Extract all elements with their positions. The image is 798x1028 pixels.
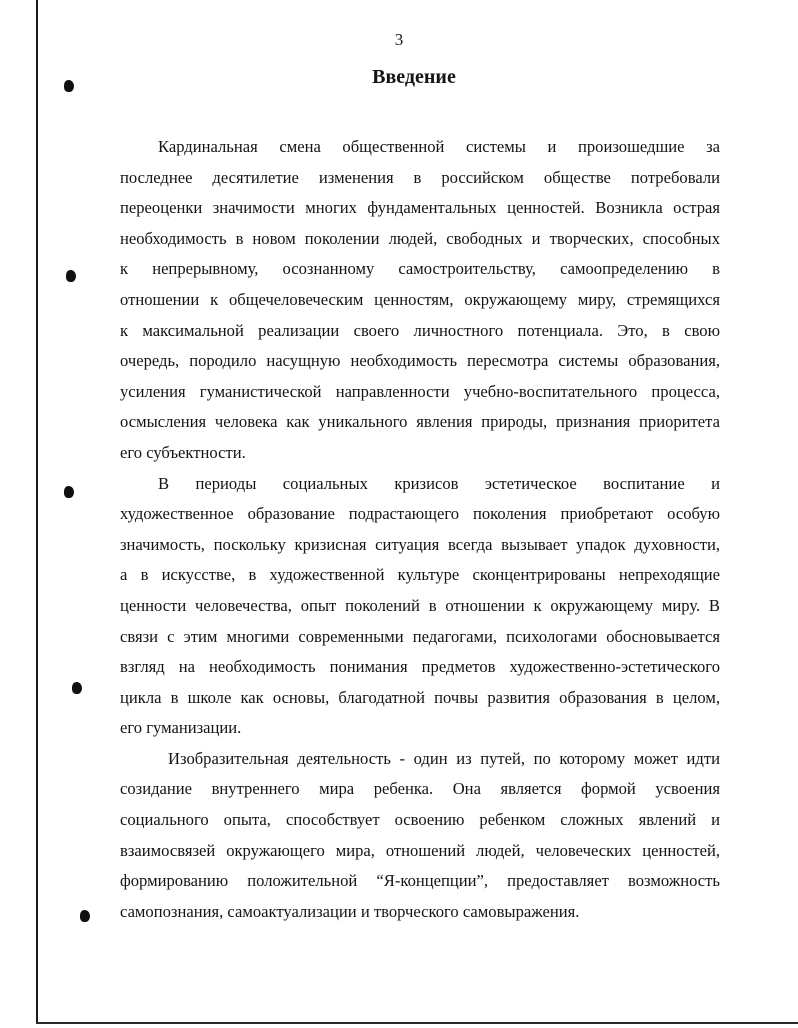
text-line: социального опыта, способствует освоению ребенком сложных явлений и <box>120 810 720 830</box>
text-line: усиления гуманистической направленности учебно-воспитательного процесса, <box>120 381 720 401</box>
paragraph-2 <box>120 469 720 744</box>
text-line: отношении к общечеловеческим ценностям, окружающему миру, стремящихся <box>120 289 720 309</box>
scan-bottom-edge <box>36 1022 798 1024</box>
paragraph-3 <box>120 744 720 928</box>
text-line: созидание внутреннего мира ребенка. Она является формой усвоения <box>120 779 720 799</box>
page-title: Введение <box>372 66 456 88</box>
binding-hole-mark <box>66 270 76 282</box>
text-line: самопознания, самоактуализации и творческого самовыражения. <box>120 901 580 921</box>
text-line: В периоды социальных кризисов эстетическое воспитание и <box>158 473 720 493</box>
text-line: а в искусстве, в художественной культуре сконцентрированы непреходящие <box>120 565 720 585</box>
text-line: к максимальной реализации своего личностного потенциала. Это, в свою <box>120 320 720 340</box>
body-text <box>120 132 720 927</box>
scan-left-edge <box>36 0 38 1024</box>
page-number: 3 <box>394 30 404 49</box>
text-line: его гуманизации. <box>120 718 242 738</box>
text-line: формированию положительной “Я-концепции”, предоставляет возможность <box>120 871 720 891</box>
text-line: очередь, породило насущную необходимость пересмотра системы образования, <box>120 351 720 371</box>
binding-hole-mark <box>64 486 74 498</box>
paragraph-1 <box>120 132 720 469</box>
text-line: взгляд на необходимость понимания предметов художественно-эстетического <box>120 657 720 677</box>
text-line: к непрерывному, осознанному самостроительству, самоопределению в <box>120 259 720 279</box>
text-line: осмысления человека как уникального явления природы, признания приоритета <box>120 412 720 432</box>
text-line: ценности человечества, опыт поколений в отношении к окружающему миру. В <box>120 595 720 615</box>
text-line: взаимосвязей окружающего мира, отношений людей, человеческих ценностей, <box>120 840 720 860</box>
text-line: значимость, поскольку кризисная ситуация всегда вызывает упадок духовности, <box>120 534 720 554</box>
text-line: Кардинальная смена общественной системы и произошедшие за <box>158 137 720 156</box>
binding-hole-mark <box>72 682 82 694</box>
text-line: переоценки значимости многих фундаментальных ценностей. Возникла острая <box>120 198 720 218</box>
text-line: последнее десятилетие изменения в российском обществе потребовали <box>120 167 720 187</box>
text-line: его субъектности. <box>120 442 246 462</box>
binding-hole-mark <box>80 910 90 922</box>
text-line: цикла в школе как основы, благодатной почвы развития образования в целом, <box>120 687 720 707</box>
text-line: связи с этим многими современными педагогами, психологами обосновывается <box>120 626 720 646</box>
text-line: художественное образование подрастающего поколения приобретают особую <box>120 504 720 524</box>
text-line: Изобразительная деятельность - один из путей, по которому может идти <box>168 748 720 768</box>
text-line: необходимость в новом поколении людей, свободных и творческих, способных <box>120 228 720 248</box>
